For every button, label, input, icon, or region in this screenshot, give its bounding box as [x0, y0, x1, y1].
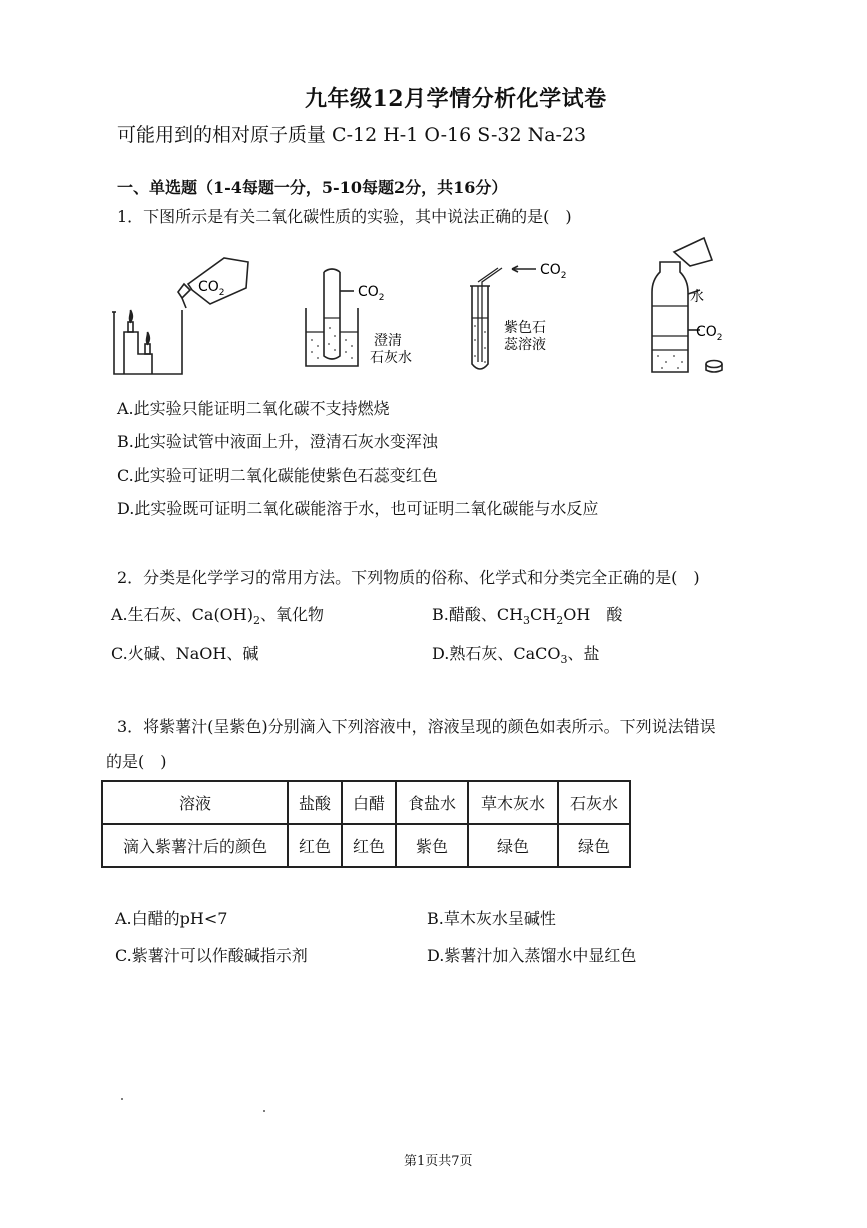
- litmus-liquid-pattern: [474, 325, 486, 363]
- candle-beaker-apparatus: [112, 258, 248, 374]
- question-1-stem: 1．下图所示是有关二氧化碳性质的实验，其中说法正确的是( ): [117, 207, 572, 226]
- q1-option-d[interactable]: D.此实验既可证明二氧化碳能溶于水，也可证明二氧化碳能与水反应: [117, 499, 599, 518]
- limewater-label-2: 石灰水: [370, 350, 412, 366]
- question-3-stem-line1: 3．将紫薯汁(呈紫色)分别滴入下列溶液中，溶液呈现的颜色如表所示。下列说法错误: [117, 717, 716, 736]
- water-label: 水: [690, 289, 704, 305]
- q2-option-c[interactable]: C.火碱、NaOH、碱: [111, 644, 259, 663]
- table-header-row: [102, 781, 630, 824]
- table-cell: 红色: [288, 824, 342, 867]
- table-cell: 白醋: [342, 781, 396, 824]
- table-cell: 绿色: [468, 824, 558, 867]
- section-heading: 一、单选题（1-4每题一分，5-10每题2分，共16分）: [117, 178, 508, 197]
- q3-option-a[interactable]: A.白醋的pH<7: [115, 909, 228, 928]
- limewater-beaker-apparatus: [306, 269, 358, 366]
- co2-bag-label: $CO_2$: [198, 279, 225, 298]
- bottle-liquid-pattern: [657, 355, 683, 369]
- q2-option-a[interactable]: A.生石灰、$Ca(OH)_2$、氧化物: [111, 605, 325, 628]
- table-cell: 绿色: [558, 824, 630, 867]
- q2-option-b[interactable]: B.醋酸、$CH_3CH_2OH$ 酸: [432, 605, 623, 628]
- q1-option-c[interactable]: C.此实验可证明二氧化碳能使紫色石蕊变红色: [117, 466, 438, 485]
- table-cell: 滴入紫薯汁后的颜色: [102, 824, 288, 867]
- co2-tube-label: $CO_2$: [358, 284, 385, 303]
- page-footer: 第1页共7页: [404, 1154, 473, 1169]
- table-cell: 红色: [342, 824, 396, 867]
- q1-option-b[interactable]: B.此实验试管中液面上升，澄清石灰水变浑浊: [117, 432, 438, 451]
- co2-inlet-label: $CO_2$: [540, 262, 567, 281]
- scan-speck: [121, 1098, 123, 1100]
- indicator-color-table: [101, 780, 631, 868]
- q1-experiment-figure: [100, 232, 740, 382]
- q3-option-b[interactable]: B.草木灰水呈碱性: [427, 909, 556, 928]
- scan-speck: [263, 1110, 265, 1112]
- table-cell: 紫色: [396, 824, 468, 867]
- table-cell: 食盐水: [396, 781, 468, 824]
- question-3-stem-line2: 的是( ): [106, 752, 167, 771]
- table-row: [102, 824, 630, 867]
- q1-option-a[interactable]: A.此实验只能证明二氧化碳不支持燃烧: [117, 399, 390, 418]
- q2-option-d[interactable]: D.熟石灰、CaCO$_3$、盐: [432, 644, 600, 667]
- exam-title: 九年级12月学情分析化学试卷: [305, 86, 607, 112]
- limewater-label-1: 澄清: [374, 333, 402, 349]
- q3-option-d[interactable]: D.紫薯汁加入蒸馏水中显红色: [427, 946, 637, 965]
- co2-bottle-label: $CO_2$: [696, 324, 723, 343]
- litmus-label-2: 蕊溶液: [504, 337, 546, 353]
- table-cell: 溶液: [102, 781, 288, 824]
- litmus-test-tube-apparatus: [470, 266, 536, 369]
- litmus-label-1: 紫色石: [504, 320, 546, 336]
- table-cell: 石灰水: [558, 781, 630, 824]
- question-2-stem: 2．分类是化学学习的常用方法。下列物质的俗称、化学式和分类完全正确的是( ): [117, 568, 700, 587]
- table-cell: 草木灰水: [468, 781, 558, 824]
- atomic-mass-line: 可能用到的相对原子质量 C-12 H-1 O-16 S-32 Na-23: [117, 124, 587, 146]
- table-cell: 盐酸: [288, 781, 342, 824]
- bottle-apparatus: [652, 238, 722, 372]
- q3-option-c[interactable]: C.紫薯汁可以作酸碱指示剂: [115, 946, 308, 965]
